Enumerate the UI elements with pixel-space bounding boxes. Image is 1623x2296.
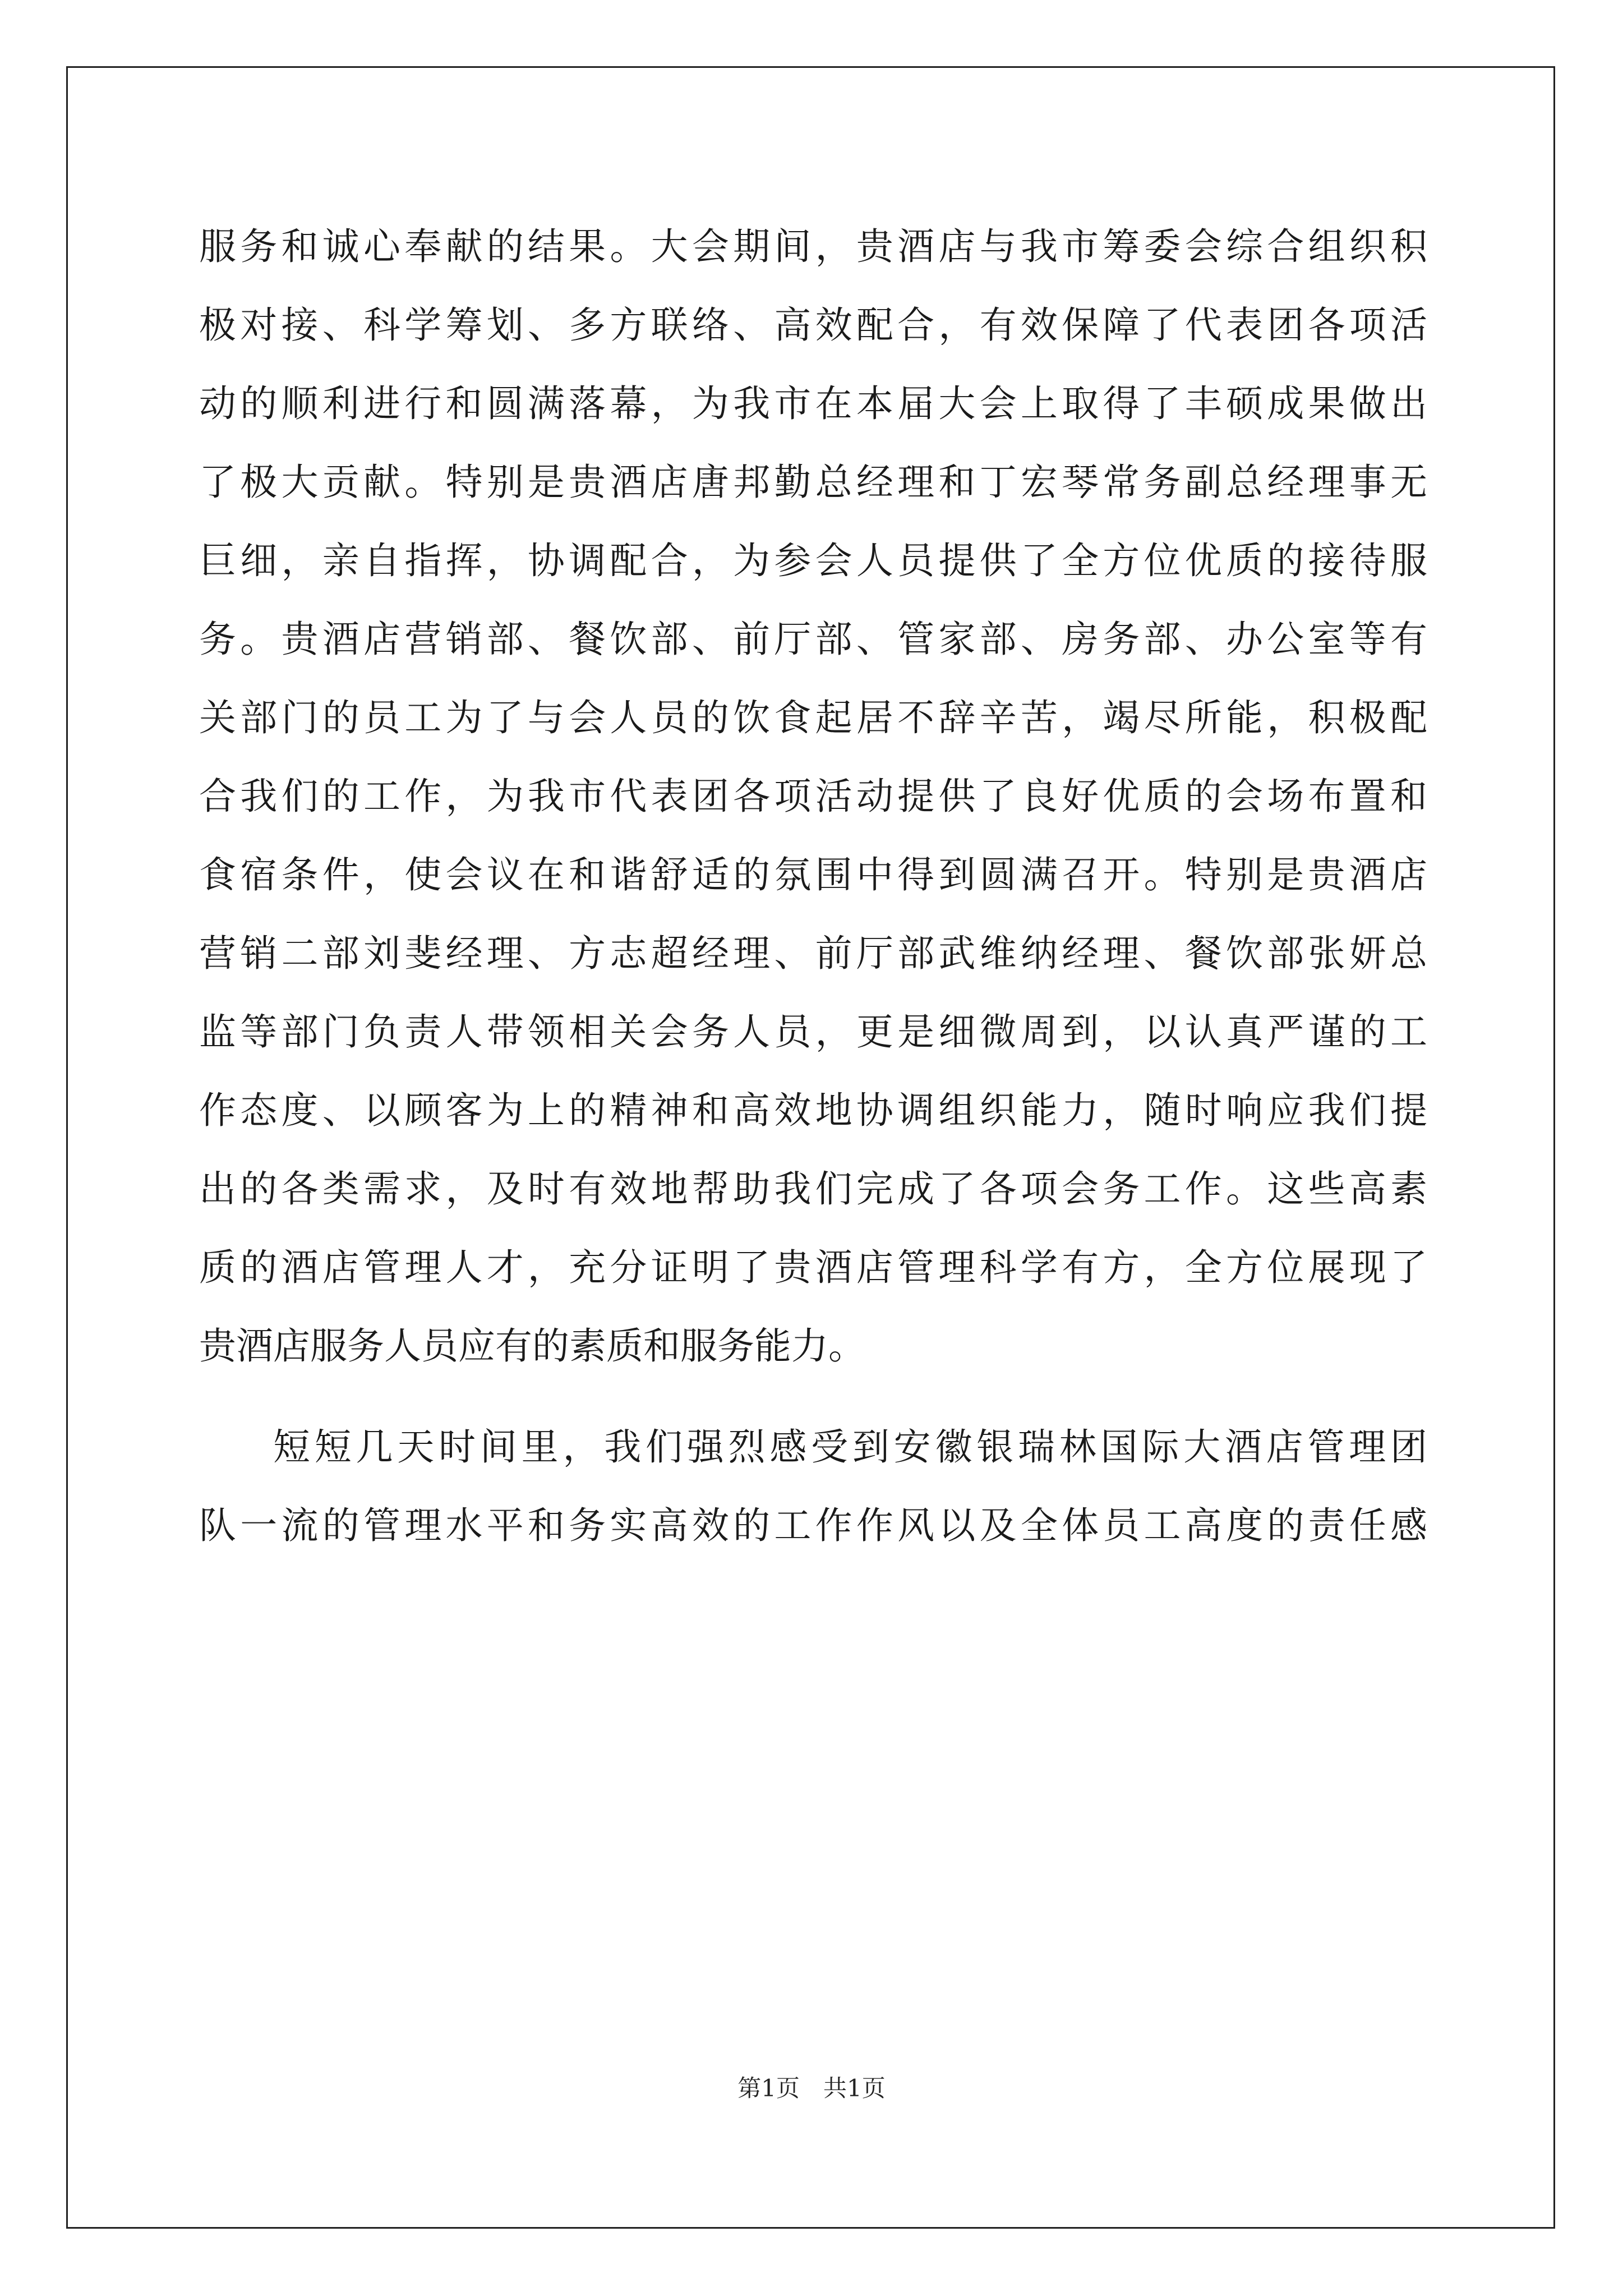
- paragraph-2: [199, 1408, 1427, 1565]
- text-line: 服务和诚心奉献的结果。大会期间，贵酒店与我市筹委会综合组织积: [199, 225, 1427, 268]
- text-line: 动的顺利进行和圆满落幕，为我市在本届大会上取得了丰硕成果做出: [199, 382, 1427, 425]
- text-line: 作态度、以顾客为上的精神和高效地协调组织能力，随时响应我们提: [199, 1089, 1427, 1132]
- text-line: 极对接、科学筹划、多方联络、高效配合，有效保障了代表团各项活: [199, 303, 1427, 347]
- text-line: 质的酒店管理人才，充分证明了贵酒店管理科学有方，全方位展现了: [199, 1246, 1427, 1289]
- text-line: 合我们的工作，为我市代表团各项活动提供了良好优质的会场布置和: [199, 775, 1427, 818]
- text-line: 出的各类需求，及时有效地帮助我们完成了各项会务工作。这些高素: [199, 1167, 1427, 1211]
- document-body: [199, 208, 1427, 1565]
- text-line: 食宿条件，使会议在和谐舒适的氛围中得到圆满召开。特别是贵酒店: [199, 853, 1427, 896]
- page-number-footer: 第1页 共1页: [737, 2074, 886, 2102]
- text-line: 务。贵酒店营销部、餐饮部、前厅部、管家部、房务部、办公室等有: [199, 618, 1427, 661]
- paragraph-1: [199, 208, 1427, 1386]
- text-line: 巨细，亲自指挥，协调配合，为参会人员提供了全方位优质的接待服: [199, 539, 1427, 582]
- text-line: 营销二部刘斐经理、方志超经理、前厅部武维纳经理、餐饮部张妍总: [199, 932, 1427, 975]
- paragraph-gap: [199, 1386, 1427, 1408]
- text-line: 贵酒店服务人员应有的素质和服务能力。: [199, 1324, 865, 1368]
- text-line: 监等部门负责人带领相关会务人员，更是细微周到，以认真严谨的工: [199, 1010, 1427, 1053]
- text-line: 关部门的员工为了与会人员的饮食起居不辞辛苦，竭尽所能，积极配: [199, 696, 1427, 739]
- text-line: 短短几天时间里，我们强烈感受到安徽银瑞林国际大酒店管理团: [273, 1425, 1427, 1469]
- text-line: 了极大贡献。特别是贵酒店唐邦勤总经理和丁宏琴常务副总经理事无: [199, 461, 1427, 504]
- text-line: 队一流的管理水平和务实高效的工作作风以及全体员工高度的责任感: [199, 1504, 1427, 1547]
